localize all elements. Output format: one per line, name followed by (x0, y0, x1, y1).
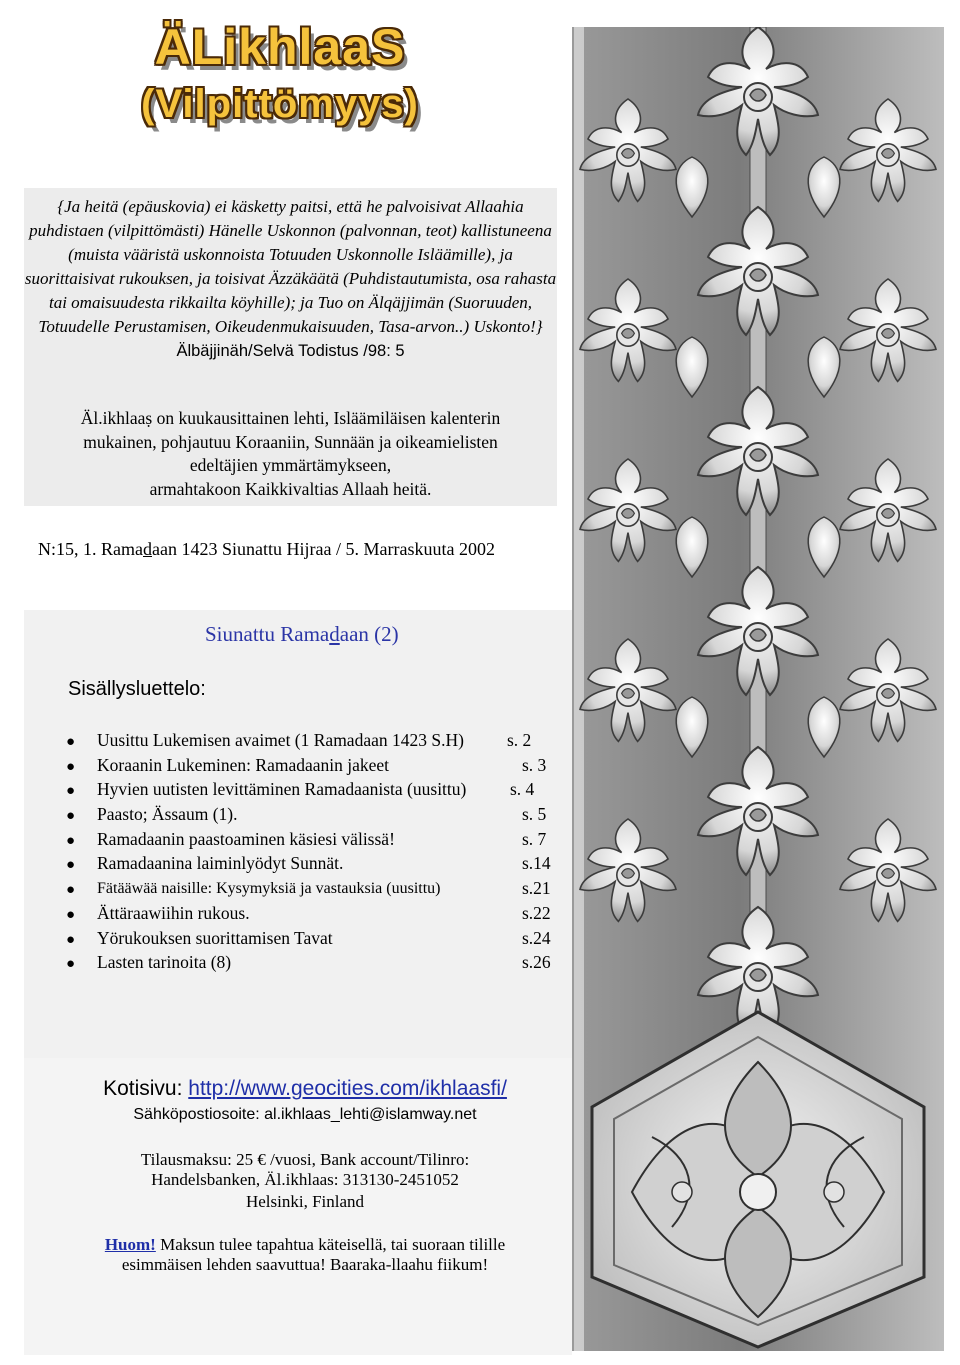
bullet-icon: ● (66, 956, 76, 973)
bullet-icon: ● (66, 931, 76, 948)
toc-item-title: Ättäraawiihin rukous. (97, 902, 250, 923)
quran-verse (24, 195, 557, 363)
toc-item-title: Ramadaanin paastoaminen käsiesi välissä! (97, 828, 395, 849)
magazine-description (24, 407, 557, 501)
toc-item[interactable] (66, 779, 566, 804)
issue-text: aan 1423 Siunattu Hi (152, 539, 305, 559)
homepage-line (24, 1077, 586, 1101)
masthead-title: ÄLikhlaaS (154, 19, 406, 75)
toc-item-title: Lasten tarinoita (8) (97, 952, 232, 973)
toc-item-title: Yörukouksen suorittamisen Tavat (97, 927, 333, 948)
toc-item-title: Uusittu Lukemisen avaimet (1 Ramadaan 1423 S.H) (97, 730, 464, 750)
masthead-logo (110, 19, 450, 152)
ornament-stem (750, 27, 766, 1017)
description-line: Äl.ikhlaaṣ on kuukausittainen lehti, Isläämiläisen kalenterin (80, 408, 501, 428)
bullet-icon: ● (66, 832, 76, 849)
payment-note-line: esimmäisen lehden saavuttua! Baaraka-llaahu fiikum! (121, 1255, 489, 1274)
toc-item[interactable] (66, 928, 566, 953)
toc-item-title: Paasto; Ässaum (1). (97, 804, 238, 825)
column-bevel (574, 27, 584, 1351)
issue-underlined-letter: d (143, 539, 152, 559)
issue-text: raa / 5. Marraskuuta 2002 (309, 539, 495, 559)
bullet-icon: ● (66, 882, 76, 899)
toc-item[interactable] (66, 829, 566, 854)
toc-item[interactable] (66, 903, 566, 928)
payment-note (24, 1235, 586, 1255)
bullet-icon: ● (66, 783, 76, 800)
homepage-link[interactable]: http://www.geocities.com/ikhlaasfi/ (188, 1077, 507, 1100)
bullet-icon: ● (66, 857, 76, 874)
toc-item[interactable] (66, 755, 566, 780)
subscription-line: Helsinki, Finland (245, 1192, 365, 1211)
toc-item-page: s. 4 (510, 779, 535, 800)
toc-item[interactable] (66, 853, 566, 878)
verse-reference: Älbäjjinäh/Selvä Todistus /98: 5 (176, 342, 405, 360)
toc-label: Sisällysluettelo: (68, 678, 206, 700)
description-line: armahtakoon Kaikkivaltias Allaah heitä. (149, 478, 432, 499)
issue-text: N:15, 1. Rama (38, 539, 143, 559)
subscription-line: Handelsbanken, Äl.ikhlaas: 313130-2451052 (151, 1170, 459, 1189)
bullet-icon: ● (66, 906, 76, 923)
note-label: Huom! (104, 1235, 156, 1254)
toc-item[interactable] (66, 878, 566, 903)
toc-item-page: s. 5 (522, 804, 547, 825)
heading-text: Siunattu Rama (205, 622, 330, 646)
heading-text: aan (2) (339, 622, 399, 646)
description-line: edeltäjien ymmärtämykseen, (189, 455, 392, 475)
issue-underlined-letter: j (304, 539, 310, 559)
verse-text: {Ja heitä (epäuskovia) ei käsketty paitsi, että he palvoisivat Allaahia puhdistaen (vilpittömästi) Hänelle Uskonnon (palvonnan, teot) kallistuneena (muista vääristä uskonnoista Totuuden Uskonnolle Isläämille), ja suorittaisivat rukouksen, ja toisivat Äzzäkäätä (Puhdistautumista, osa rahasta tai omaisuudesta rikkailta köyhille); ja Tuo on Älqäjjimän (Suoruuden, Totuudelle Perustamisen, Oikeudenmukaisuuden, Tasa-arvon..) Uskonto!} (24, 197, 557, 336)
email-line: Sähköpostiosoite: al.ikhlaas_lehti@islamway.net (133, 1106, 477, 1123)
issue-heading (205, 622, 399, 647)
toc-item-title: Hyvien uutisten levittäminen Ramadaanista (uusittu) (97, 779, 467, 800)
toc-item-page: s. 7 (522, 828, 547, 849)
bullet-icon: ● (66, 758, 76, 775)
toc-item-page: s.26 (522, 952, 551, 973)
toc-item-page: s.14 (522, 853, 551, 874)
toc-item-page: s.21 (522, 878, 551, 899)
bullet-icon: ● (66, 808, 76, 825)
toc-item-title: Koraanin Lukeminen: Ramadaanin jakeet (97, 754, 390, 775)
bullet-icon: ● (66, 734, 76, 750)
toc-list (66, 730, 566, 977)
toc-item-page: s. 3 (522, 754, 547, 775)
subscription-line: Tilausmaksu: 25 € /vuosi, Bank account/Tilinro: (140, 1150, 470, 1169)
homepage-label: Kotisivu: (103, 1077, 189, 1100)
issue-info (38, 539, 495, 560)
toc-item-page: s.22 (522, 902, 551, 923)
heading-underlined-letter: d (329, 622, 340, 646)
toc-item[interactable] (66, 730, 566, 755)
description-line: mukainen, pohjautuu Koraaniin, Sunnään ja oikeamielisten (83, 431, 498, 452)
toc-item-page: s.24 (522, 927, 551, 948)
masthead-subtitle: (Vilpittömyys) (141, 82, 419, 126)
toc-item-page: s. 2 (507, 730, 532, 750)
toc-item[interactable] (66, 804, 566, 829)
toc-item[interactable] (66, 952, 566, 977)
toc-item-title: Fätääwää naisille: Kysymyksiä ja vastauksia (uusittu) (97, 880, 441, 898)
ornamental-border (572, 27, 944, 1351)
note-text: Maksun tulee tapahtua käteisellä, tai suoraan tilille (155, 1235, 506, 1254)
toc-item-title: Ramadaanina laiminlyödyt Sunnät. (97, 853, 344, 874)
